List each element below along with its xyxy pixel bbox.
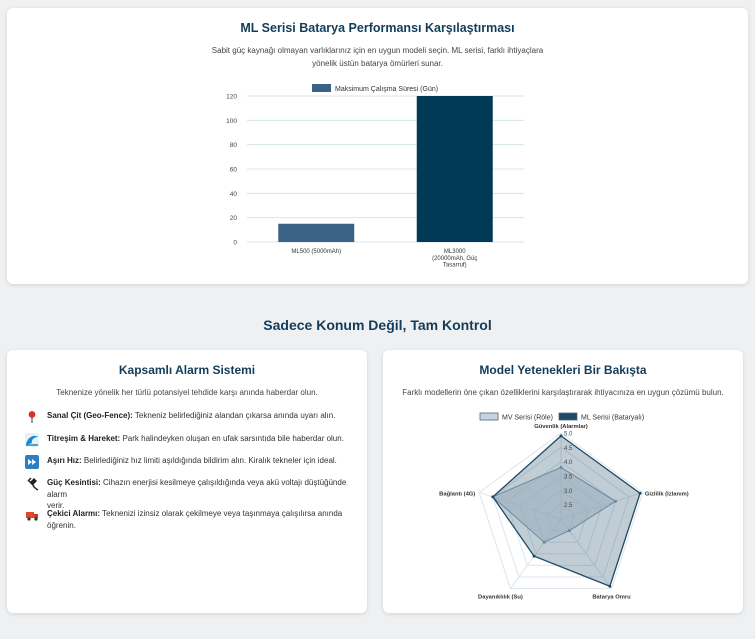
alarm-text-cont: öğrenin.: [47, 520, 76, 530]
x-tick-label: ML3000: [443, 249, 466, 255]
legend-label: MV Serisi (Röle): [502, 414, 553, 422]
radial-tick-label: 4.0: [564, 460, 573, 467]
alarm-text-cont: verir.: [47, 501, 65, 510]
radar-axis-label: Bağlantı (4G): [439, 491, 476, 498]
radar-axis-label: Gizlilik (Izlanım): [644, 491, 689, 498]
legend-label: ML Serisi (Bataryalı): [581, 414, 645, 422]
map-pin-icon: [25, 410, 39, 424]
alarm-label: Sanal Çit (Geo-Fence):: [47, 411, 133, 420]
y-tick-label: 40: [229, 190, 237, 198]
alarm-title: Kapsamlı Alarm Sistemi: [118, 363, 256, 377]
radar-axis-label: Güvenlik (Alarmlar): [534, 424, 588, 430]
performance-subtitle-line1: Sabit güç kaynağı olmayan varlıklarınız için en uygun modeli seçin. ML serisi, farklı ihtiyaçlara: [211, 46, 544, 55]
performance-card: [7, 8, 748, 284]
alarm-text: Belirlediğiniz hız limiti aşıldığında bildirim alın. Kiralık tekneler için ideal.: [83, 456, 337, 465]
section-heading: Sadece Konum Değil, Tam Kontrol: [263, 317, 492, 333]
y-tick-label: 60: [229, 166, 237, 174]
alarm-text: Teknenizi izinsiz olarak çekilmeye veya taşınmaya çalışılırsa anında: [102, 509, 343, 518]
alarm-card: [7, 350, 367, 613]
radial-tick-label: 3.5: [564, 474, 573, 481]
power-plug-icon: [25, 477, 39, 491]
alarm-text: Park halindeyken oluşan en ufak sarsıntıda bile haberdar olun.: [122, 434, 344, 443]
legend-label: Maksimum Çalışma Süresi (Gün): [335, 86, 439, 93]
alarm-text: Cihazın enerjisi kesilmeye çalışıldığında veya akü voltajı düştüğünde alarm: [47, 478, 347, 499]
x-tick-label: (20000mAh, Güç: [432, 255, 478, 262]
y-tick-label: 100: [226, 117, 237, 125]
radar-point: [639, 492, 642, 495]
capabilities-title: Model Yetenekleri Bir Bakışta: [479, 363, 647, 377]
alarm-label: Titreşim & Hareket:: [47, 434, 121, 443]
y-tick-label: 20: [229, 215, 237, 223]
capabilities-subtitle: Farklı modellerin öne çıkan özelliklerini karşılaştırarak ihtiyacınıza en uygun çözümü bulun.: [402, 388, 724, 397]
alarm-label: Çekici Alarmı:: [47, 509, 101, 518]
radar-point: [533, 555, 536, 558]
alarm-label: Aşırı Hız:: [47, 456, 82, 465]
radar-point: [491, 495, 494, 498]
radial-tick-label: 3.0: [564, 488, 573, 495]
fast-forward-icon: [25, 455, 39, 469]
bar: [417, 96, 493, 242]
radial-tick-label: 2.5: [564, 503, 573, 510]
bar: [278, 224, 354, 242]
legend-swatch: [559, 413, 577, 420]
alarm-label: Güç Kesintisi:: [47, 478, 101, 487]
x-tick-label: ML500 (5000mAh): [291, 249, 342, 255]
battery-bar-chart: [7, 8, 748, 284]
radial-tick-label: 4.5: [564, 445, 573, 452]
y-tick-label: 0: [233, 239, 237, 247]
radial-tick-label: 5.0: [564, 431, 573, 438]
x-tick-label: Tasarruf): [442, 262, 467, 269]
y-tick-label: 80: [229, 142, 237, 150]
radar-axis-label: Batarya Omru: [592, 594, 631, 601]
capabilities-radar-chart: [383, 350, 743, 613]
alarm-subtitle: Teknenize yönelik her türlü potansiyel tehdide karşı anında haberdar olun.: [56, 388, 318, 397]
legend-swatch: [480, 413, 498, 420]
capabilities-card: [383, 350, 743, 613]
y-tick-label: 120: [226, 93, 237, 101]
radar-axis-label: Dayanıklılık (Su): [478, 594, 523, 601]
tow-truck-icon: [25, 508, 39, 522]
legend-swatch: [312, 84, 331, 92]
radar-point: [560, 434, 563, 437]
performance-title: ML Serisi Batarya Performansı Karşılaştırması: [240, 21, 515, 35]
performance-subtitle-line2: yönelik üstün batarya ömürleri sunar.: [312, 58, 443, 68]
alarm-text: Tekneniz belirlediğiniz alandan çıkarsa anında uyarı alın.: [134, 411, 336, 420]
wave-icon: [25, 433, 39, 447]
radar-point: [608, 585, 611, 588]
